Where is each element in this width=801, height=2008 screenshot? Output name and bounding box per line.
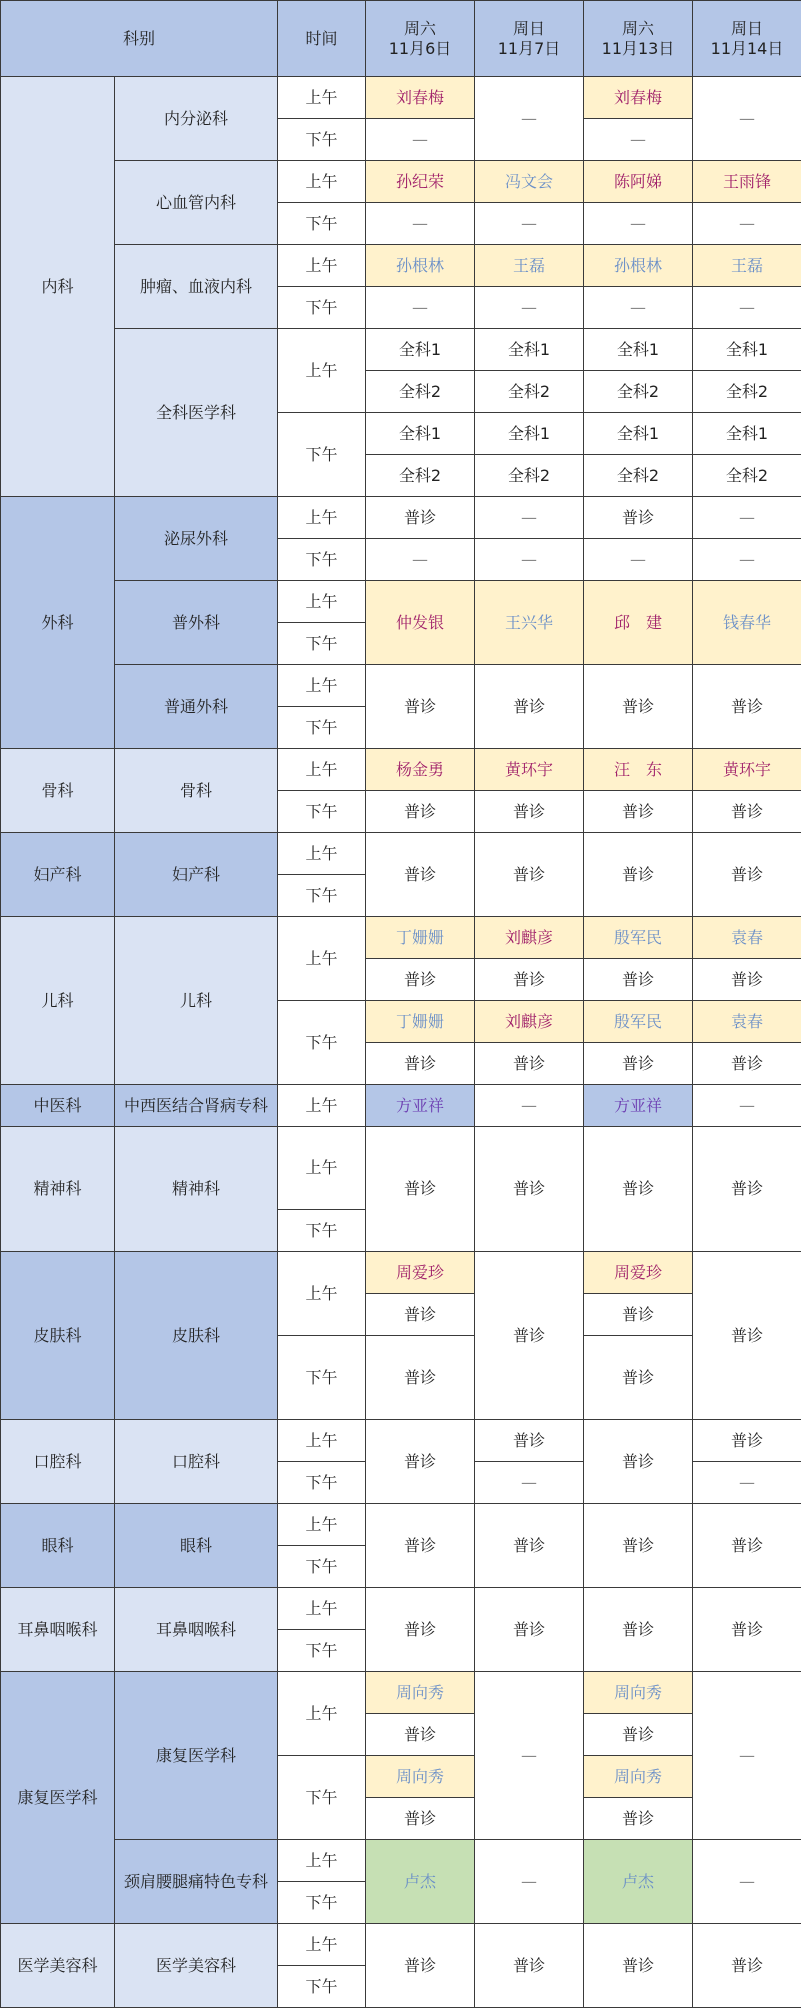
dash-cell: —: [366, 287, 475, 329]
doctor-cell: 孙根林: [366, 245, 475, 287]
time-am: 上午: [278, 1588, 366, 1630]
sub-puwai: 普外科: [115, 581, 278, 665]
doctor-cell: 刘麒彦: [475, 1001, 584, 1043]
sub-quanke: 全科医学科: [115, 329, 278, 497]
time-am: 上午: [278, 1840, 366, 1882]
header-day-2: [475, 1, 584, 77]
clinic-cell: 普诊: [584, 1924, 693, 2008]
doctor-cell: 卢杰: [584, 1840, 693, 1924]
date: 11月6日: [388, 38, 452, 58]
category-zhongyi: 中医科: [1, 1085, 115, 1127]
clinic-cell: 普诊: [366, 1714, 475, 1756]
dash-cell: —: [366, 539, 475, 581]
time-am: 上午: [278, 1127, 366, 1210]
clinic-cell: 普诊: [693, 833, 801, 917]
doctor-cell: 方亚祥: [366, 1085, 475, 1127]
doctor-cell: 丁姗姗: [366, 917, 475, 959]
time-pm: 下午: [278, 1462, 366, 1504]
clinic-cell: 普诊: [693, 1588, 801, 1672]
time-pm: 下午: [278, 707, 366, 749]
clinic-cell: 普诊: [366, 1420, 475, 1504]
doctor-cell: 黄环宇: [475, 749, 584, 791]
header-day-3: [584, 1, 693, 77]
clinic-cell: 普诊: [693, 1127, 801, 1252]
time-pm: 下午: [278, 1966, 366, 2008]
gp-cell: 全科1: [475, 413, 584, 455]
clinic-cell: 普诊: [584, 1294, 693, 1336]
clinic-cell: 普诊: [475, 1043, 584, 1085]
category-waike: 外科: [1, 497, 115, 749]
time-pm: 下午: [278, 623, 366, 665]
clinic-cell: 普诊: [366, 833, 475, 917]
time-am: 上午: [278, 161, 366, 203]
time-am: 上午: [278, 665, 366, 707]
clinic-cell: 普诊: [366, 791, 475, 833]
clinic-cell: 普诊: [366, 1336, 475, 1420]
doctor-cell: 袁春: [693, 917, 801, 959]
time-pm: 下午: [278, 1001, 366, 1085]
clinic-cell: 普诊: [366, 497, 475, 539]
clinic-cell: 普诊: [693, 1420, 801, 1462]
dash-cell: —: [584, 119, 693, 161]
doctor-cell: 陈阿娣: [584, 161, 693, 203]
dash-cell: —: [475, 1672, 584, 1840]
clinic-cell: 普诊: [584, 1336, 693, 1420]
sub-yanke: 眼科: [115, 1504, 278, 1588]
dash-cell: —: [475, 1840, 584, 1924]
gp-cell: 全科1: [475, 329, 584, 371]
doctor-cell: 卢杰: [366, 1840, 475, 1924]
time-am: 上午: [278, 1252, 366, 1336]
dash-cell: —: [693, 1085, 801, 1127]
clinic-cell: 普诊: [693, 1924, 801, 2008]
time-am: 上午: [278, 329, 366, 413]
doctor-cell: 周爱珍: [584, 1252, 693, 1294]
clinic-cell: 普诊: [366, 1798, 475, 1840]
clinic-cell: 普诊: [693, 1504, 801, 1588]
clinic-cell: 普诊: [584, 959, 693, 1001]
sub-putongwai: 普通外科: [115, 665, 278, 749]
dash-cell: —: [693, 77, 801, 161]
time-pm: 下午: [278, 1882, 366, 1924]
sub-kouqiang: 口腔科: [115, 1420, 278, 1504]
doctor-cell: 邱 建: [584, 581, 693, 665]
sub-guke: 骨科: [115, 749, 278, 833]
gp-cell: 全科1: [584, 413, 693, 455]
sub-kangfu: 康复医学科: [115, 1672, 278, 1840]
doctor-cell: 周向秀: [366, 1672, 475, 1714]
date: 11月14日: [710, 38, 784, 58]
sub-neifenmi: 内分泌科: [115, 77, 278, 161]
doctor-cell: 王磊: [693, 245, 801, 287]
doctor-cell: 王雨锋: [693, 161, 801, 203]
clinic-cell: 普诊: [475, 959, 584, 1001]
clinic-cell: 普诊: [366, 1924, 475, 2008]
dash-cell: —: [475, 539, 584, 581]
header-time: 时间: [278, 1, 366, 77]
clinic-cell: 普诊: [475, 1420, 584, 1462]
time-pm: 下午: [278, 791, 366, 833]
doctor-cell: 刘春梅: [366, 77, 475, 119]
time-am: 上午: [278, 77, 366, 119]
clinic-cell: 普诊: [584, 1798, 693, 1840]
clinic-cell: 普诊: [584, 791, 693, 833]
clinic-cell: 普诊: [366, 1127, 475, 1252]
clinic-cell: 普诊: [475, 1504, 584, 1588]
time-pm: 下午: [278, 413, 366, 497]
gp-cell: 全科2: [475, 455, 584, 497]
clinic-cell: 普诊: [693, 959, 801, 1001]
time-am: 上午: [278, 1085, 366, 1127]
doctor-cell: 殷军民: [584, 917, 693, 959]
category-pifu: 皮肤科: [1, 1252, 115, 1420]
dash-cell: —: [475, 497, 584, 539]
time-pm: 下午: [278, 1210, 366, 1252]
category-yanke: 眼科: [1, 1504, 115, 1588]
sub-zxy: 中西医结合肾病专科: [115, 1085, 278, 1127]
clinic-cell: 普诊: [475, 1127, 584, 1252]
doctor-cell: 汪 东: [584, 749, 693, 791]
gp-cell: 全科2: [584, 371, 693, 413]
header-day-1: [366, 1, 475, 77]
dash-cell: —: [475, 77, 584, 161]
doctor-cell: 周向秀: [584, 1756, 693, 1798]
sub-xinxueguan: 心血管内科: [115, 161, 278, 245]
time-pm: 下午: [278, 1546, 366, 1588]
time-am: 上午: [278, 497, 366, 539]
dash-cell: —: [475, 287, 584, 329]
clinic-cell: 普诊: [475, 1924, 584, 2008]
sub-miniao: 泌尿外科: [115, 497, 278, 581]
category-erbi: 耳鼻咽喉科: [1, 1588, 115, 1672]
doctor-cell: 孙纪荣: [366, 161, 475, 203]
clinic-cell: 普诊: [584, 1127, 693, 1252]
weekday: 周六: [404, 18, 437, 38]
time-am: 上午: [278, 917, 366, 1001]
doctor-cell: 袁春: [693, 1001, 801, 1043]
dash-cell: —: [693, 1672, 801, 1840]
gp-cell: 全科1: [366, 329, 475, 371]
doctor-cell: 王兴华: [475, 581, 584, 665]
category-guke: 骨科: [1, 749, 115, 833]
time-pm: 下午: [278, 1630, 366, 1672]
gp-cell: 全科2: [693, 371, 801, 413]
clinic-cell: 普诊: [366, 1043, 475, 1085]
clinic-cell: 普诊: [584, 1588, 693, 1672]
clinic-cell: 普诊: [584, 1714, 693, 1756]
time-pm: 下午: [278, 539, 366, 581]
header-day-4: [693, 1, 801, 77]
clinic-cell: 普诊: [366, 1294, 475, 1336]
clinic-cell: 普诊: [693, 791, 801, 833]
gp-cell: 全科2: [475, 371, 584, 413]
dash-cell: —: [693, 1840, 801, 1924]
gp-cell: 全科2: [584, 455, 693, 497]
weekday: 周日: [513, 18, 546, 38]
clinic-cell: 普诊: [584, 665, 693, 749]
category-jingshen: 精神科: [1, 1127, 115, 1252]
dash-cell: —: [366, 203, 475, 245]
sub-pifu: 皮肤科: [115, 1252, 278, 1420]
weekday: 周日: [731, 18, 764, 38]
doctor-cell: 仲发银: [366, 581, 475, 665]
header-dept: 科别: [1, 1, 278, 77]
dash-cell: —: [475, 1085, 584, 1127]
dash-cell: —: [584, 203, 693, 245]
doctor-cell: 钱春华: [693, 581, 801, 665]
clinic-cell: 普诊: [366, 959, 475, 1001]
doctor-cell: 孙根林: [584, 245, 693, 287]
time-pm: 下午: [278, 203, 366, 245]
doctor-cell: 黄环宇: [693, 749, 801, 791]
clinic-cell: 普诊: [366, 665, 475, 749]
dash-cell: —: [693, 287, 801, 329]
category-neike: 内科: [1, 77, 115, 497]
category-erke: 儿科: [1, 917, 115, 1085]
dash-cell: —: [693, 497, 801, 539]
doctor-cell: 杨金勇: [366, 749, 475, 791]
clinic-cell: 普诊: [693, 665, 801, 749]
gp-cell: 全科1: [366, 413, 475, 455]
dash-cell: —: [584, 539, 693, 581]
doctor-cell: 方亚祥: [584, 1085, 693, 1127]
time-pm: 下午: [278, 1756, 366, 1840]
dash-cell: —: [693, 539, 801, 581]
dash-cell: —: [584, 287, 693, 329]
dash-cell: —: [475, 203, 584, 245]
date: 11月7日: [497, 38, 561, 58]
clinic-cell: 普诊: [366, 1504, 475, 1588]
clinic-cell: 普诊: [584, 833, 693, 917]
time-pm: 下午: [278, 875, 366, 917]
time-am: 上午: [278, 1672, 366, 1756]
category-fuchan: 妇产科: [1, 833, 115, 917]
clinic-cell: 普诊: [475, 665, 584, 749]
doctor-cell: 殷军民: [584, 1001, 693, 1043]
clinic-cell: 普诊: [475, 1252, 584, 1420]
gp-cell: 全科1: [693, 329, 801, 371]
sub-erbi: 耳鼻咽喉科: [115, 1588, 278, 1672]
doctor-cell: 刘麒彦: [475, 917, 584, 959]
sub-fuchan: 妇产科: [115, 833, 278, 917]
doctor-cell: 周向秀: [584, 1672, 693, 1714]
time-am: 上午: [278, 1420, 366, 1462]
gp-cell: 全科1: [693, 413, 801, 455]
dash-cell: —: [475, 1462, 584, 1504]
gp-cell: 全科2: [366, 455, 475, 497]
time-pm: 下午: [278, 119, 366, 161]
doctor-cell: 冯文会: [475, 161, 584, 203]
doctor-cell: 丁姗姗: [366, 1001, 475, 1043]
clinic-cell: 普诊: [693, 1043, 801, 1085]
dash-cell: —: [693, 203, 801, 245]
time-am: 上午: [278, 1504, 366, 1546]
sub-meirong: 医学美容科: [115, 1924, 278, 2008]
clinic-cell: 普诊: [366, 1588, 475, 1672]
time-am: 上午: [278, 581, 366, 623]
doctor-cell: 王磊: [475, 245, 584, 287]
dash-cell: —: [693, 1462, 801, 1504]
category-kangfu: 康复医学科: [1, 1672, 115, 1924]
sub-jingjian: 颈肩腰腿痛特色专科: [115, 1840, 278, 1924]
weekday: 周六: [622, 18, 655, 38]
sub-jingshen: 精神科: [115, 1127, 278, 1252]
doctor-cell: 周向秀: [366, 1756, 475, 1798]
time-pm: 下午: [278, 287, 366, 329]
time-am: 上午: [278, 245, 366, 287]
clinic-cell: 普诊: [475, 833, 584, 917]
gp-cell: 全科1: [584, 329, 693, 371]
clinic-cell: 普诊: [475, 791, 584, 833]
date: 11月13日: [601, 38, 675, 58]
sub-zhongliu: 肿瘤、血液内科: [115, 245, 278, 329]
clinic-cell: 普诊: [584, 497, 693, 539]
gp-cell: 全科2: [366, 371, 475, 413]
time-am: 上午: [278, 1924, 366, 1966]
clinic-cell: 普诊: [475, 1588, 584, 1672]
clinic-cell: 普诊: [584, 1504, 693, 1588]
time-am: 上午: [278, 749, 366, 791]
category-kouqiang: 口腔科: [1, 1420, 115, 1504]
dash-cell: —: [366, 119, 475, 161]
time-pm: 下午: [278, 1336, 366, 1420]
category-meirong: 医学美容科: [1, 1924, 115, 2008]
clinic-cell: 普诊: [584, 1420, 693, 1504]
clinic-cell: 普诊: [693, 1252, 801, 1420]
time-am: 上午: [278, 833, 366, 875]
doctor-cell: 刘春梅: [584, 77, 693, 119]
sub-erke: 儿科: [115, 917, 278, 1085]
doctor-cell: 周爱珍: [366, 1252, 475, 1294]
gp-cell: 全科2: [693, 455, 801, 497]
clinic-cell: 普诊: [584, 1043, 693, 1085]
